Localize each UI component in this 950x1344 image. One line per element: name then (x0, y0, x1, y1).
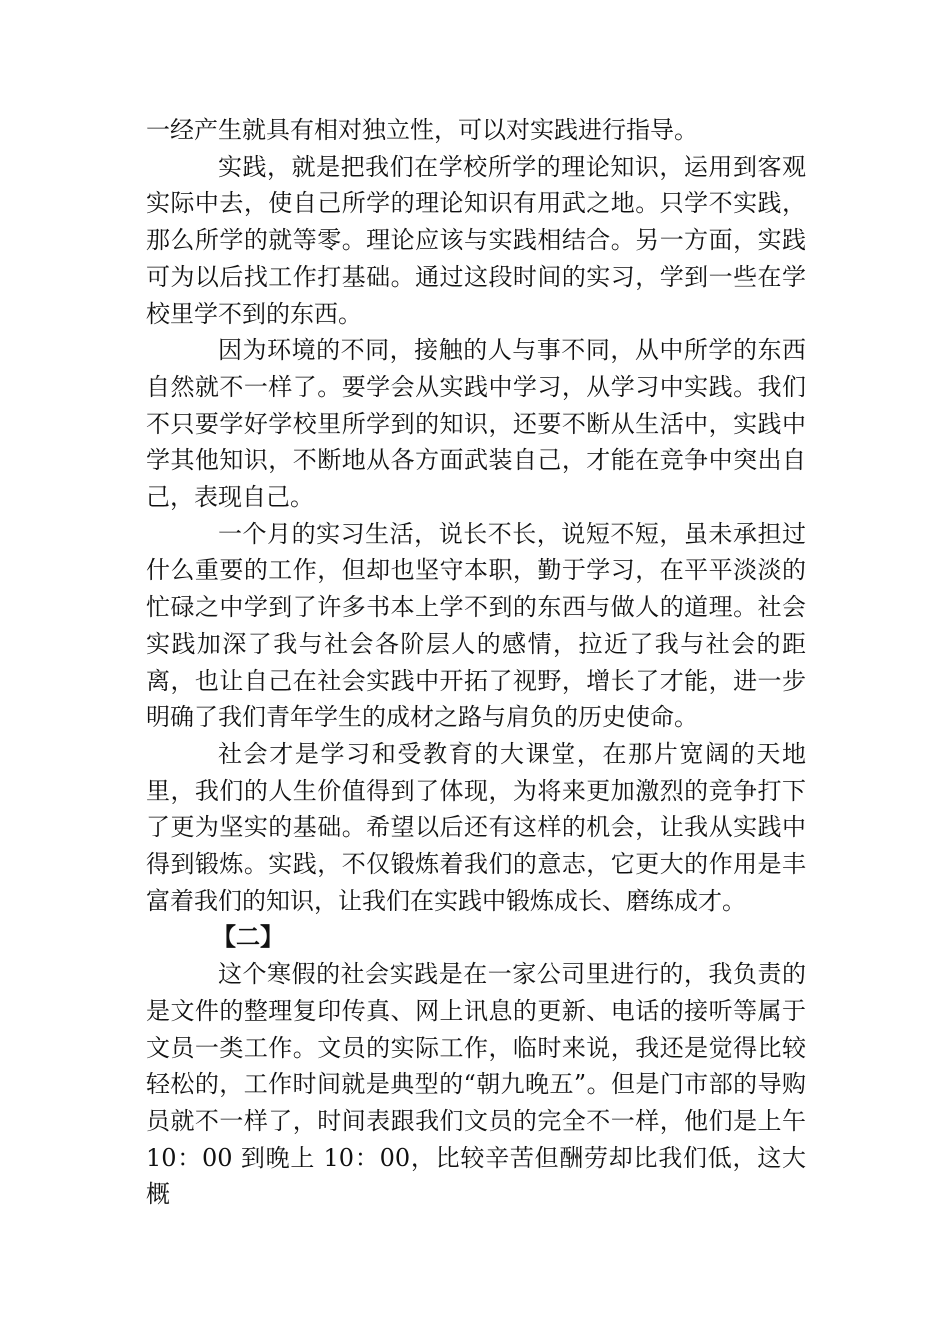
paragraph-winter-practice: 这个寒假的社会实践是在一家公司里进行的，我负责的是文件的整理复印传真、网上讯息的更新、电话的接听等属于文员一类工作。文员的实际工作，临时来说，我还是觉得比较轻松的，工作时间就是典型的“朝九晚五”。但是门市部的导购员就不一样了，时间表跟我们文员的完全不一样，他们是上午 10：00 到晚上 10：00，比较辛苦但酬劳却比我们低，这大概 (146, 960, 806, 1209)
paragraph-practice: 实践，就是把我们在学校所学的理论知识，运用到客观实际中去，使自己所学的理论知识有用武之地。只学不实践，那么所学的就等零。理论应该与实践相结合。另一方面，实践可为以后找工作打基础。通过这段时间的实习，学到一些在学校里学不到的东西。 (146, 152, 806, 328)
paragraph-continuation: 一经产生就具有相对独立性，可以对实践进行指导。 (146, 116, 698, 144)
document-body (146, 112, 806, 1213)
paragraph-society-classroom: 社会才是学习和受教育的大课堂，在那片宽阔的天地里，我们的人生价值得到了体现，为将来更加激烈的竞争打下了更为坚实的基础。希望以后还有这样的机会，让我从实践中得到锻炼。实践，不仅锻炼着我们的意志，它更大的作用是丰富着我们的知识，让我们在实践中锻炼成长、磨练成才。 (146, 739, 806, 915)
section-heading: 【二】 (212, 922, 284, 952)
paragraph-environment: 因为环境的不同，接触的人与事不同，从中所学的东西自然就不一样了。要学会从实践中学习，从学习中实践。我们不只要学好学校里所学到的知识，还要不断从生活中，实践中学其他知识，不断地从各方面武装自己，才能在竞争中突出自己，表现自己。 (146, 336, 806, 512)
paragraph-internship-month: 一个月的实习生活，说长不长，说短不短，虽未承担过什么重要的工作，但却也坚守本职，勤于学习，在平平淡淡的忙碌之中学到了许多书本上学不到的东西与做人的道理。社会实践加深了我与社会各阶层人的感情，拉近了我与社会的距离，也让自己在社会实践中开拓了视野，增长了才能，进一步明确了我们青年学生的成材之路与肩负的历史使命。 (146, 519, 806, 732)
